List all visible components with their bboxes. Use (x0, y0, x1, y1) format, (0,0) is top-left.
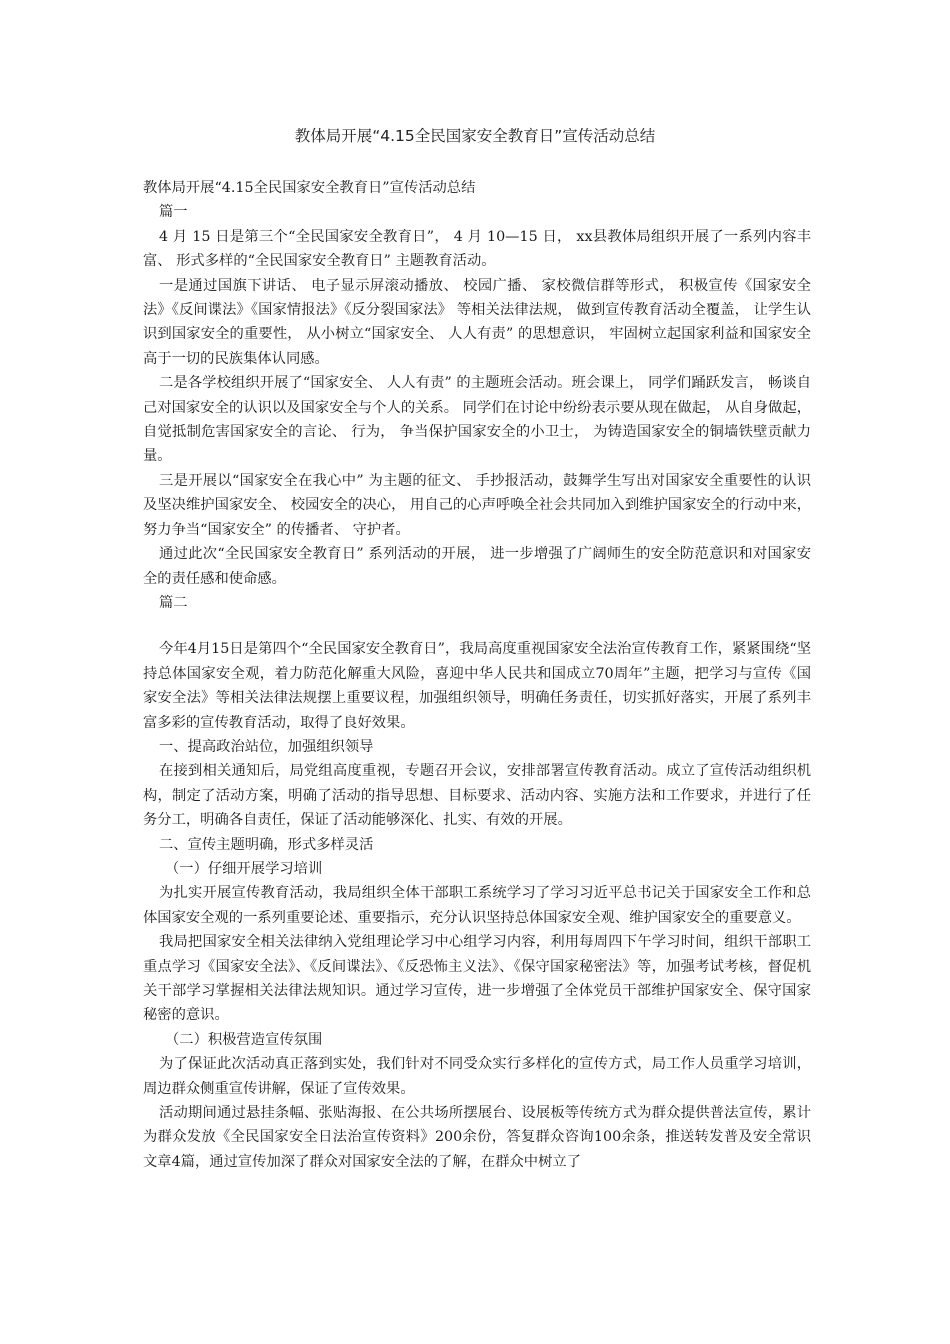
part1-label: 篇一 (159, 204, 188, 221)
sub1-text-b: 我局把国家安全相关法律纳入党组理论学习中心组学习内容，利用每周四下午学习时间，组织干部职工重点学习《国家安全法》、《反间谍法》、《反恐怖主义法》、《保守国家秘密法》等，加强考试考核，督促机关干部学习掌握相关法律法规知识。通过学习宣传，进一步增强了全体党员干部维护国家安全、保守国家秘密的意识。 (143, 934, 811, 1024)
document-body (143, 176, 811, 1174)
document-heading: 教体局开展“4.15全民国家安全教育日”宣传活动总结 (143, 180, 476, 196)
section1-text: 在接到相关通知后，局党组高度重视，专题召开会议，安排部署宣传教育活动。成立了宣传活动组织机构，制定了活动方案，明确了活动的指导思想、目标要求、活动内容、实施方法和工作要求，并进行了任务分工，明确各自责任，保证了活动能够深化、扎实、有效的开展。 (143, 763, 811, 829)
sub2-text-a: 为了保证此次活动真正落到实处，我们针对不同受众实行多样化的宣传方式，局工作人员重学习培训，周边群众侧重宣传讲解，保证了宣传效果。 (143, 1056, 811, 1097)
section1-title: 一、提高政治站位，加强组织领导 (159, 738, 374, 755)
part1-paragraph-4: 三是开展以“国家安全在我心中” 为主题的征文、 手抄报活动，鼓舞学生写出对国家安全重要性的认识及坚决维护国家安全、 校园安全的决心， 用自己的心声呼唤全社会共同加入到维护国家安全的行动中来， 努力争当“国家安全” 的传播者、 守护者。 (143, 472, 811, 538)
part2-label: 篇二 (159, 594, 188, 611)
part1-paragraph-1: 4 月 15 日是第三个“全民国家安全教育日”， 4 月 10—15 日， xx县教体局组织开展了一系列内容丰富、 形式多样的“全民国家安全教育日” 主题教育活动。 (143, 228, 811, 270)
page-title: 教体局开展“4.15全民国家安全教育日”宣传活动总结 (294, 127, 656, 145)
section2-title: 二、宣传主题明确，形式多样灵活 (159, 836, 374, 853)
sub1-text-a: 为扎实开展宣传教育活动，我局组织全体干部职工系统学习了学习习近平总书记关于国家安全工作和总体国家安全观的一系列重要论述、重要指示，充分认识坚持总体国家安全观、维护国家安全的重要意义。 (143, 885, 811, 926)
part2-intro: 今年4月15日是第四个“全民国家安全教育日”，我局高度重视国家安全法治宣传教育工作，紧紧围绕“坚持总体国家安全观，着力防范化解重大风险，喜迎中华人民共和国成立70周年”主题，把学习与宣传《国家安全法》等相关法律法规摆上重要议程，加强组织领导，明确任务责任，切实抓好落实，开展了系列丰富多彩的宣传教育活动，取得了良好效果。 (143, 641, 811, 731)
part1-paragraph-2: 一是通过国旗下讲话、 电子显示屏滚动播放、 校园广播、 家校微信群等形式， 积极宣传《国家安全法》《反间谍法》《国家情报法》《反分裂国家法》 等相关法律法规， 做到宣传教育活动全覆盖， 让学生认识到国家安全的重要性， 从小树立“国家安全、 人人有责” 的思想意识， 牢固树立起国家利益和国家安全高于一切的民族集体认同感。 (143, 277, 811, 367)
sub2-text-b: 活动期间通过悬挂条幅、张贴海报、在公共场所摆展台、设展板等传统方式为群众提供普法宣传，累计为群众发放《全民国家安全日法治宣传资料》200余份，答复群众咨询100余条，推送转发普及安全常识文章4篇，通过宣传加深了群众对国家安全法的了解，在群众中树立了 (143, 1105, 811, 1170)
spacer (143, 615, 811, 637)
part1-paragraph-5: 通过此次“全民国家安全教育日” 系列活动的开展， 进一步增强了广阔师生的安全防范意识和对国家安全的责任感和使命感。 (143, 546, 811, 587)
sub1-title: （一）仔细开展学习培训 (165, 860, 323, 877)
sub2-title: （二）积极营造宣传氛围 (165, 1031, 323, 1048)
part1-paragraph-3: 二是各学校组织开展了“国家安全、 人人有责” 的主题班会活动。班会课上， 同学们踊跃发言， 畅谈自己对国家安全的认识以及国家安全与个人的关系。 同学们在讨论中纷纷表示要从现在做起， 从自身做起， 自觉抵制危害国家安全的言论、 行为， 争当保护国家安全的小卫士， 为铸造国家安全的铜墙铁壁贡献力量。 (143, 375, 811, 465)
